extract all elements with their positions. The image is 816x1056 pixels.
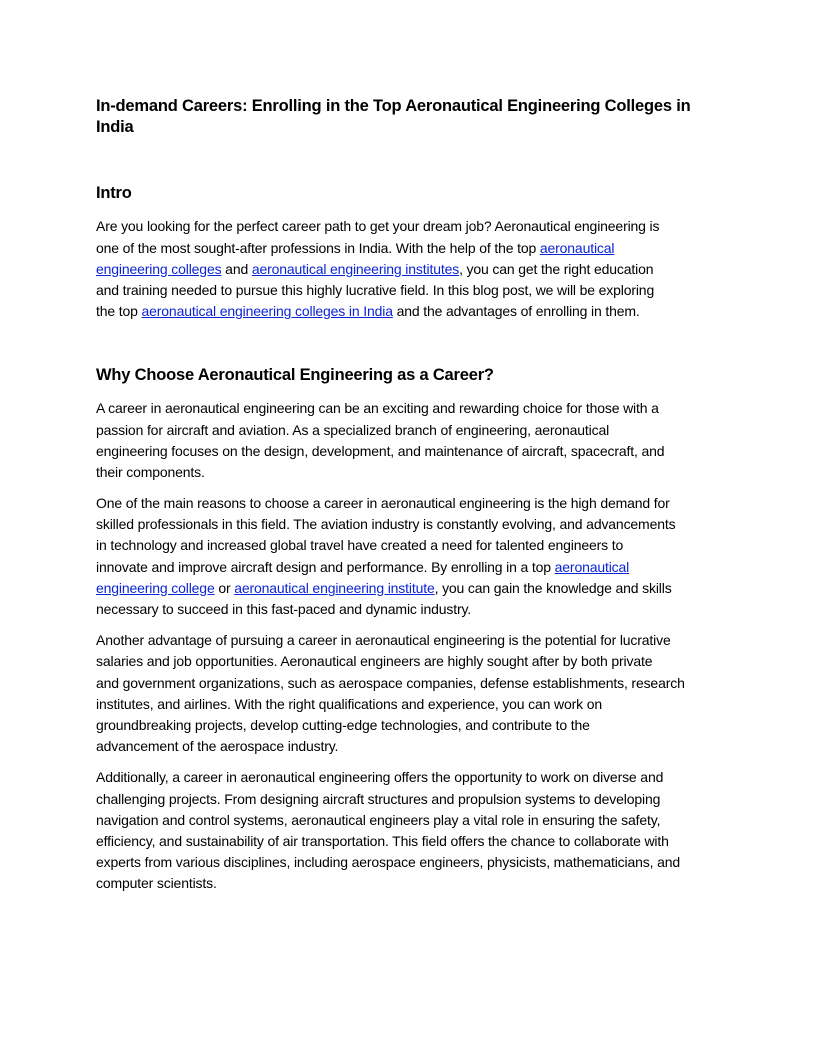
text-span: and government organizations, such as aerospace companies, defense establishments, research xyxy=(96,674,685,691)
section-intro-body xyxy=(96,216,736,322)
text-span: navigation and control systems, aeronautical engineers play a vital role in ensuring the safety, xyxy=(96,811,661,828)
text-line xyxy=(96,420,736,441)
text-span: institutes, and airlines. With the right qualifications and experience, you can work on xyxy=(96,695,603,712)
text-span: their components. xyxy=(96,463,205,480)
text-span: Are you looking for the perfect career path to get your dream job? Aeronautical engineering is xyxy=(96,218,660,235)
text-span: one of the most sought-after professions in India. With the help of the top xyxy=(96,239,540,256)
text-span: efficiency, and sustainability of air transportation. This field offers the chance to collaborate with xyxy=(96,832,669,849)
inline-link[interactable]: aeronautical engineering institutes xyxy=(251,260,460,277)
text-line xyxy=(96,767,736,788)
text-line xyxy=(96,493,736,514)
text-span: Another advantage of pursuing a career in aeronautical engineering is the potential for lucrative xyxy=(96,632,671,649)
inline-link[interactable]: aeronautical xyxy=(539,239,615,256)
paragraph xyxy=(96,398,736,483)
section-heading-intro: Intro xyxy=(96,184,132,203)
text-span: groundbreaking projects, develop cutting-edge technologies, and contribute to the xyxy=(96,716,590,733)
text-span: innovate and improve aircraft design and performance. By enrolling in a top xyxy=(96,558,555,575)
text-span: necessary to succeed in this fast-paced and dynamic industry. xyxy=(96,601,472,617)
title-line: India xyxy=(96,118,134,137)
text-span: , you can gain the knowledge and skills xyxy=(434,579,672,596)
text-span: experts from various disciplines, including aerospace engineers, physicists, mathematicians, and xyxy=(96,854,681,871)
text-span: skilled professionals in this field. The aviation industry is constantly evolving, and advancements xyxy=(96,516,676,533)
paragraph xyxy=(96,216,736,322)
text-line xyxy=(96,873,736,894)
text-line xyxy=(96,736,736,757)
inline-link[interactable]: engineering college xyxy=(96,579,215,596)
inline-link[interactable]: aeronautical engineering colleges in India xyxy=(141,303,393,320)
text-span: advancement of the aerospace industry. xyxy=(96,738,339,755)
text-line xyxy=(96,514,736,535)
text-line xyxy=(96,398,736,419)
section-why-body xyxy=(96,398,736,894)
text-span: challenging projects. From designing aircraft structures and propulsion systems to developing xyxy=(96,790,661,807)
text-span: in technology and increased global travel have created a need for talented engineers to xyxy=(96,537,624,554)
text-span: engineering focuses on the design, development, and maintenance of aircraft, spacecraft, and xyxy=(96,442,665,459)
text-line xyxy=(96,441,736,462)
text-line xyxy=(96,831,736,852)
text-span: and the advantages of enrolling in them. xyxy=(392,303,640,320)
inline-link[interactable]: aeronautical engineering institute xyxy=(234,579,435,596)
text-line xyxy=(96,673,736,694)
text-span: and xyxy=(221,260,252,277)
text-line xyxy=(96,557,736,578)
text-line xyxy=(96,599,736,620)
text-line xyxy=(96,715,736,736)
paragraph xyxy=(96,630,736,757)
paragraph xyxy=(96,767,736,894)
inline-link[interactable]: aeronautical xyxy=(554,558,630,575)
text-span: passion for aircraft and aviation. As a specialized branch of engineering, aeronautical xyxy=(96,421,610,438)
text-line xyxy=(96,259,736,280)
text-line xyxy=(96,630,736,651)
document-page xyxy=(96,96,736,894)
text-span: Additionally, a career in aeronautical engineering offers the opportunity to work on diverse and xyxy=(96,769,664,786)
text-line xyxy=(96,280,736,301)
inline-link[interactable]: engineering colleges xyxy=(96,260,222,277)
text-span: , you can get the right education xyxy=(459,260,654,277)
text-line xyxy=(96,651,736,672)
text-line xyxy=(96,789,736,810)
text-line xyxy=(96,694,736,715)
text-span: the top xyxy=(96,303,142,320)
text-line xyxy=(96,578,736,599)
text-span: and training needed to pursue this highly lucrative field. In this blog post, we will be exploring xyxy=(96,281,655,298)
section-heading-why: Why Choose Aeronautical Engineering as a Career? xyxy=(96,366,494,385)
text-span: salaries and job opportunities. Aeronautical engineers are highly sought after by both private xyxy=(96,653,653,670)
text-line xyxy=(96,810,736,831)
title-line: In-demand Careers: Enrolling in the Top Aeronautical Engineering Colleges in xyxy=(96,97,691,115)
text-line xyxy=(96,301,736,322)
text-span: computer scientists. xyxy=(96,875,217,892)
text-line xyxy=(96,216,736,237)
paragraph xyxy=(96,493,736,620)
text-span: One of the main reasons to choose a career in aeronautical engineering is the high demand for xyxy=(96,495,670,512)
text-line xyxy=(96,462,736,483)
document-title xyxy=(96,96,736,138)
text-line xyxy=(96,238,736,259)
text-line xyxy=(96,852,736,873)
text-span: A career in aeronautical engineering can be an exciting and rewarding choice for those with a xyxy=(96,400,659,417)
text-span: or xyxy=(214,579,235,596)
text-line xyxy=(96,535,736,556)
